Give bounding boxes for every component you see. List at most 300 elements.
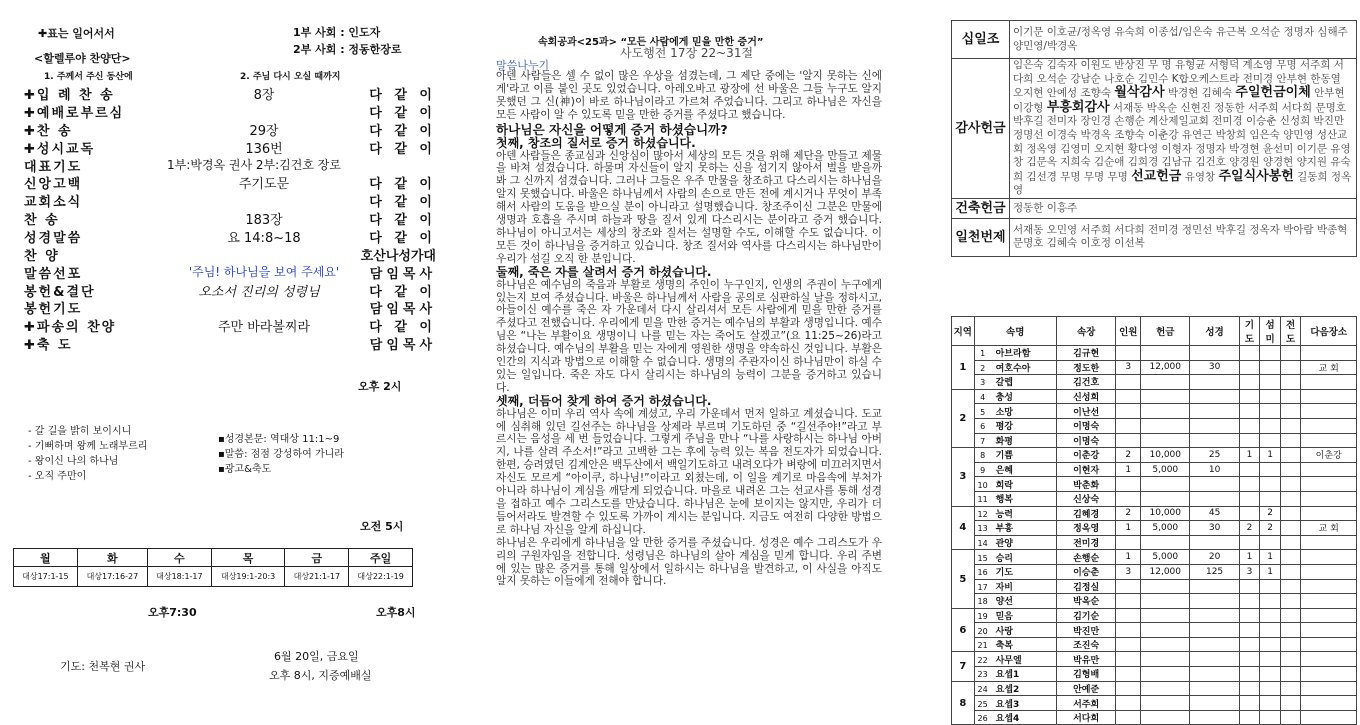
region-number: 3 <box>952 448 975 506</box>
order-item-leader: 담임목사 <box>369 338 436 353</box>
cell-p <box>1116 491 1141 506</box>
cell-row <box>952 506 1357 521</box>
order-item-name: ✚찬 송 <box>24 124 73 139</box>
cell-next <box>1301 564 1357 579</box>
cell-s: 2 <box>1260 506 1281 521</box>
cell-p <box>1116 375 1141 390</box>
cell-m <box>1141 594 1190 609</box>
cell-s <box>1260 360 1281 375</box>
cell-leader: 박유만 <box>1056 652 1116 667</box>
cell-pr <box>1239 375 1260 390</box>
order-item-detail: 1부:박경옥 권사 2부:김건호 장로 <box>167 158 341 172</box>
cell-number: 15 <box>977 553 988 563</box>
week-reading: 대상18:1-17 <box>148 567 212 587</box>
order-item-detail: '주님! 하나님을 보여 주세요' <box>188 265 340 279</box>
cell-leader: 서다희 <box>1056 710 1116 725</box>
cell-s: 1 <box>1260 564 1281 579</box>
cell-m: 10,000 <box>1141 448 1190 463</box>
cell-name: 요셉4 <box>995 714 1020 725</box>
week-day: 수 <box>148 549 212 567</box>
cell-name-cell <box>974 448 1056 463</box>
cell-number: 23 <box>977 670 988 680</box>
cell-s <box>1260 418 1281 433</box>
order-item-name: ✚파송의 찬양 <box>24 320 117 335</box>
cell-column-header: 인원 <box>1116 317 1141 346</box>
cell-pr: 1 <box>1239 550 1260 565</box>
cell-name-cell <box>974 346 1056 361</box>
cell-pr: 3 <box>1239 564 1260 579</box>
cell-pr <box>1239 608 1260 623</box>
lesson-column <box>492 0 884 713</box>
cell-b <box>1190 491 1239 506</box>
cell-row <box>952 404 1357 419</box>
cell-name: 믿음 <box>995 611 1013 622</box>
cell-name-cell <box>974 535 1056 550</box>
order-item-leader: 다 같 이 <box>369 285 436 300</box>
cell-pr <box>1239 477 1260 492</box>
cell-next <box>1301 535 1357 550</box>
cell-next <box>1301 594 1357 609</box>
cell-column-header: 지역 <box>952 317 975 346</box>
cell-m <box>1141 418 1190 433</box>
offering-names: 임은숙 김숙자 이원도 반상진 무 명 유형균 서형덕 계소영 무명 서주희 서다희 오석순 강남순 나호순 김민수 K합오케스트라 전미경 안부현 한동열 오지현 안예성 조향숙 월삭감사 박경현 김혜숙 주일헌금이체 안부현 이강형 부흥회감사 서재동 박옥순 신현진 정동한 서주희 서다희 문명호 박후길 전미자 장인경 손행순 계산제일교회 전미경 이승춘 신성희 박진만 정명선 이경숙 박경옥 조향숙 이춘강 유연근 박창희 임은숙 양민영 성산교회 정옥영 김영미 오지현 황다영 이형자 정명자 박경현 윤선미 이기문 유영창 김문옥 지희숙 김순애 김희경 김남규 김건호 양경원 양경현 양지원 유숙희 김선경 무명 무명 무명 선교헌금 유영창 주일식사봉헌 길동희 정옥영 <box>1010 59 1357 199</box>
cell-row <box>952 594 1357 609</box>
cell-name: 행복 <box>995 495 1013 506</box>
cell-name-cell <box>974 462 1056 477</box>
order-item-detail: 8장 <box>253 88 275 103</box>
cell-m <box>1141 696 1190 711</box>
order-item-leader: 담임목사 <box>369 302 436 317</box>
offering-label: 일천번제 <box>952 218 1010 256</box>
cell-b: 30 <box>1190 360 1239 375</box>
order-row <box>24 173 436 191</box>
cell-s <box>1260 462 1281 477</box>
cell-leader: 김혜경 <box>1056 506 1116 521</box>
cell-next <box>1301 696 1357 711</box>
cell-s <box>1260 667 1281 682</box>
cell-p: 3 <box>1116 360 1141 375</box>
choir-title: <할렐루야 찬양단> <box>34 52 131 65</box>
leader-first-service: 1부 사회 : 인도자 <box>293 26 381 39</box>
cell-s <box>1260 535 1281 550</box>
offering-label: 십일조 <box>952 21 1010 59</box>
cell-name-cell <box>974 637 1056 652</box>
cell-name-cell <box>974 375 1056 390</box>
cell-next <box>1301 608 1357 623</box>
cell-e <box>1280 448 1301 463</box>
cell-p <box>1116 594 1141 609</box>
cell-row <box>952 521 1357 536</box>
cell-name: 은혜 <box>995 466 1013 477</box>
afternoon-item: ▪말씀: 점점 강성하여 가니라 <box>218 449 344 460</box>
offering-names: 이기문 이호균/정옥영 유숙희 이종섭/임은숙 유근복 오석순 정명자 심해주 양민영/박경옥 <box>1010 21 1357 59</box>
cell-next <box>1301 506 1357 521</box>
region-number: 4 <box>952 506 975 550</box>
cell-pr <box>1239 506 1260 521</box>
cell-m: 5,000 <box>1141 462 1190 477</box>
cell-s: 1 <box>1260 550 1281 565</box>
cell-p <box>1116 346 1141 361</box>
cell-m <box>1141 535 1190 550</box>
cell-number: 20 <box>977 626 988 636</box>
cell-p <box>1116 418 1141 433</box>
cell-name-cell <box>974 579 1056 594</box>
lesson-paragraph: 하나님은 예수님의 죽음과 부활로 생명의 주인이 누구인지, 인생의 주권이 누구에게 있는지 보여 주셨습니다. 바울은 하나님께서 사람을 공의로 심판하실 날을 정하시고, 아들이신 예수를 죽은 자 가운데서 다시 살리셔서 모든 사람에게 믿을 만한 증거를 주셨다고 전했습니다. 우리에게 믿을 만한 증거는 예수님의 부활과 생명입니다. 예수님은 “나는 부활이요 생명이니 나를 믿는 자는 죽어도 살겠고”(요 11:25~26)라고 하셨습니다. 예수님의 부활을 믿는 자에게 영원한 생명을 약속하신 것입니다. 부활은 인간의 지식과 방법으로 이해할 수 없습니다. 생명의 주관자이신 하나님만이 하실 수 있는 일입니다. 죽은 자도 다시 살리시는 하나님의 능력이 그분을 증거하고 있습니다. <box>496 278 882 394</box>
cell-next <box>1301 550 1357 565</box>
week-day: 월 <box>14 549 78 567</box>
cell-leader: 박진만 <box>1056 623 1116 638</box>
offering-row <box>952 59 1357 199</box>
evening-time: 오후7:30 <box>148 606 197 619</box>
cell-e <box>1280 418 1301 433</box>
week-reading: 대상21:1-17 <box>285 567 349 587</box>
night-time: 오후8시 <box>376 606 416 619</box>
cell-name: 관양 <box>995 539 1013 550</box>
cell-name-cell <box>974 652 1056 667</box>
cell-e <box>1280 360 1301 375</box>
cell-p: 2 <box>1116 506 1141 521</box>
cell-p: 1 <box>1116 462 1141 477</box>
cell-column-header: 전도 <box>1280 317 1301 346</box>
cell-row <box>952 477 1357 492</box>
cell-next <box>1301 404 1357 419</box>
cell-leader: 박춘화 <box>1056 477 1116 492</box>
cell-next <box>1301 623 1357 638</box>
cell-p <box>1116 637 1141 652</box>
cell-number: 4 <box>980 393 986 403</box>
cell-p <box>1116 535 1141 550</box>
cell-group-table <box>951 316 1357 725</box>
cell-pr <box>1239 667 1260 682</box>
cell-name-cell <box>974 681 1056 696</box>
cell-e <box>1280 477 1301 492</box>
cell-name: 자비 <box>995 582 1013 593</box>
order-row <box>24 156 436 174</box>
cell-number: 8 <box>980 451 986 461</box>
cell-e <box>1280 389 1301 404</box>
cell-next: 이춘강 <box>1301 448 1357 463</box>
cell-s <box>1260 637 1281 652</box>
cell-column-header: 섬미 <box>1260 317 1281 346</box>
cell-pr <box>1239 681 1260 696</box>
order-item-name: 성경말씀 <box>24 231 83 246</box>
offering-label: 감사헌금 <box>952 59 1010 199</box>
cell-m: 10,000 <box>1141 506 1190 521</box>
cell-pr <box>1239 462 1260 477</box>
cell-pr <box>1239 594 1260 609</box>
order-item-leader: 다 같 이 <box>369 320 436 335</box>
cell-m <box>1141 637 1190 652</box>
cell-next <box>1301 579 1357 594</box>
order-item-leader: 다 같 이 <box>369 213 436 228</box>
song-line: - 갈 길을 밝히 보이시니 <box>28 426 132 437</box>
cell-number: 11 <box>977 495 988 505</box>
cell-m <box>1141 608 1190 623</box>
cell-next <box>1301 462 1357 477</box>
cell-row <box>952 389 1357 404</box>
cell-name: 부흥 <box>995 524 1013 535</box>
week-reading: 대상17:1-15 <box>14 567 78 587</box>
cell-leader: 김기순 <box>1056 608 1116 623</box>
order-item-leader: 다 같 이 <box>369 124 436 139</box>
cell-m <box>1141 652 1190 667</box>
order-item-name: ✚예배로부르심 <box>24 106 125 121</box>
offering-row <box>952 21 1357 59</box>
order-row <box>24 191 436 209</box>
cell-row <box>952 360 1357 375</box>
offering-row <box>952 218 1357 256</box>
cell-next <box>1301 652 1357 667</box>
cell-name-cell <box>974 404 1056 419</box>
cell-pr <box>1239 389 1260 404</box>
cell-name: 사랑 <box>995 626 1013 637</box>
region-number: 6 <box>952 608 975 652</box>
cell-s <box>1260 608 1281 623</box>
cell-p <box>1116 579 1141 594</box>
cell-row <box>952 696 1357 711</box>
cell-name-cell <box>974 360 1056 375</box>
cell-name: 여호수아 <box>995 363 1031 374</box>
cell-pr <box>1239 579 1260 594</box>
region-number: 2 <box>952 389 975 447</box>
cell-row <box>952 418 1357 433</box>
cell-name: 화평 <box>995 436 1013 447</box>
cell-p <box>1116 477 1141 492</box>
week-day: 주일 <box>349 549 413 567</box>
cell-m <box>1141 623 1190 638</box>
cell-b <box>1190 608 1239 623</box>
cell-p: 2 <box>1116 448 1141 463</box>
cell-m <box>1141 477 1190 492</box>
cell-b <box>1190 579 1239 594</box>
cell-next <box>1301 346 1357 361</box>
cell-e <box>1280 667 1301 682</box>
cell-number: 7 <box>980 436 986 446</box>
cell-p <box>1116 404 1141 419</box>
cell-e <box>1280 433 1301 448</box>
cell-leader: 신성희 <box>1056 389 1116 404</box>
cell-pr <box>1239 637 1260 652</box>
cell-leader: 전미경 <box>1056 535 1116 550</box>
lesson-title: 속회공과<25과> “모든 사람에게 믿을 만한 증거” <box>538 37 764 48</box>
order-item-leader: 다 같 이 <box>369 106 436 121</box>
cell-b <box>1190 637 1239 652</box>
cell-row <box>952 564 1357 579</box>
week-reading: 대상19:1-20:3 <box>211 567 285 587</box>
cell-column-header: 기도 <box>1239 317 1260 346</box>
order-row <box>24 281 436 299</box>
cell-number: 5 <box>980 407 986 417</box>
offering-names: 서재동 오민영 서주희 서다희 전미경 정민선 박후길 정옥자 박아람 박종혁 문명호 김혜숙 이호정 이선복 <box>1010 218 1357 256</box>
order-item-name: ✚축 도 <box>24 338 73 353</box>
order-item-detail: 29장 <box>249 124 279 139</box>
cell-leader: 이승춘 <box>1056 564 1116 579</box>
cell-row <box>952 681 1357 696</box>
weekly-reading-table <box>13 548 413 587</box>
cell-column-header: 헌금 <box>1141 317 1190 346</box>
cell-s <box>1260 579 1281 594</box>
cell-number: 24 <box>977 684 988 694</box>
choir-song-1: 1. 주께서 주신 동산에 <box>44 72 133 82</box>
order-item-name: 신앙고백 <box>24 177 83 192</box>
order-item-name: 봉헌&결단 <box>24 285 96 300</box>
cell-number: 10 <box>977 480 988 490</box>
cell-b: 125 <box>1190 564 1239 579</box>
cell-name: 요셉1 <box>995 670 1020 681</box>
cell-name-cell <box>974 433 1056 448</box>
cell-next <box>1301 477 1357 492</box>
cell-leader: 김정실 <box>1056 579 1116 594</box>
cell-leader: 이난선 <box>1056 404 1116 419</box>
lesson-scripture: 사도행전 17장 22~31절 <box>620 46 754 60</box>
cell-p <box>1116 652 1141 667</box>
choir-song-2: 2. 주님 다시 오실 때까지 <box>240 72 341 82</box>
cell-next: 교 회 <box>1301 360 1357 375</box>
lesson-heading-3: 셋째, 더듬어 찾게 하여 증거 하셨습니다. <box>496 393 712 408</box>
cell-row <box>952 535 1357 550</box>
cell-e <box>1280 550 1301 565</box>
cell-pr <box>1239 360 1260 375</box>
cell-p <box>1116 667 1141 682</box>
cell-row <box>952 608 1357 623</box>
cell-next <box>1301 491 1357 506</box>
cell-number: 18 <box>977 597 988 607</box>
cell-m <box>1141 389 1190 404</box>
cell-pr: 1 <box>1239 448 1260 463</box>
friday-time: 오후 8시, 지증예배실 <box>269 669 372 682</box>
cell-b <box>1190 594 1239 609</box>
cell-m <box>1141 346 1190 361</box>
cell-s <box>1260 346 1281 361</box>
cell-name-cell <box>974 389 1056 404</box>
cell-column-header: 다음장소 <box>1301 317 1357 346</box>
week-reading: 대상17:16-27 <box>77 567 147 587</box>
cell-name-cell <box>974 477 1056 492</box>
cell-leader: 신상숙 <box>1056 491 1116 506</box>
cell-s <box>1260 594 1281 609</box>
cell-row <box>952 491 1357 506</box>
order-item-detail: 요 14:8~18 <box>227 231 301 246</box>
cell-m <box>1141 375 1190 390</box>
order-row <box>24 102 436 120</box>
order-item-leader: 담임목사 <box>369 267 436 282</box>
order-item-detail: 136번 <box>245 142 283 157</box>
cell-s <box>1260 696 1281 711</box>
cell-row <box>952 346 1357 361</box>
cell-name: 기쁨 <box>995 451 1013 462</box>
cell-b: 25 <box>1190 448 1239 463</box>
order-item-leader: 다 같 이 <box>369 195 436 210</box>
cell-name: 능력 <box>995 509 1013 520</box>
cell-pr: 2 <box>1239 521 1260 536</box>
cell-e <box>1280 535 1301 550</box>
friday-date: 6월 20일, 금요일 <box>274 650 359 663</box>
stand-note: ✚표는 일어서서 <box>38 27 115 40</box>
cell-number: 16 <box>977 568 988 578</box>
cell-b <box>1190 389 1239 404</box>
cell-next <box>1301 637 1357 652</box>
order-item-detail: 주기도문 <box>238 177 290 192</box>
order-row <box>24 334 436 352</box>
cell-e <box>1280 637 1301 652</box>
cell-row <box>952 550 1357 565</box>
order-item-leader: 호산나성가대 <box>360 249 436 264</box>
order-item-name: 봉헌기도 <box>24 302 83 317</box>
cell-leader: 이춘강 <box>1056 448 1116 463</box>
offering-names: 정동한 이흥주 <box>1010 198 1357 218</box>
order-item-name: 찬 양 <box>24 249 60 264</box>
cell-pr <box>1239 623 1260 638</box>
cell-name: 소망 <box>995 407 1013 418</box>
cell-name-cell <box>974 608 1056 623</box>
order-item-name: ✚성시교독 <box>24 142 96 157</box>
offering-column <box>946 0 1360 725</box>
cell-row <box>952 375 1357 390</box>
cell-m <box>1141 579 1190 594</box>
order-item-leader: 다 같 이 <box>369 231 436 246</box>
lesson-heading-1: 첫째, 창조의 질서로 증거 하셨습니다. <box>496 135 696 150</box>
cell-p <box>1116 696 1141 711</box>
cell-e <box>1280 579 1301 594</box>
cell-name: 사무엘 <box>995 655 1022 666</box>
cell-leader: 정옥영 <box>1056 521 1116 536</box>
region-number: 8 <box>952 681 975 725</box>
order-item-detail: 주만 바라볼찌라 <box>217 320 311 335</box>
cell-pr <box>1239 491 1260 506</box>
cell-m: 12,000 <box>1141 360 1190 375</box>
cell-e <box>1280 652 1301 667</box>
cell-b <box>1190 375 1239 390</box>
cell-pr <box>1239 433 1260 448</box>
cell-row <box>952 462 1357 477</box>
cell-e <box>1280 696 1301 711</box>
cell-number: 13 <box>977 524 988 534</box>
cell-name-cell <box>974 418 1056 433</box>
afternoon-item: ▪성경본문: 역대상 11:1~9 <box>218 434 340 445</box>
order-row <box>24 245 436 263</box>
cell-number: 1 <box>980 349 986 359</box>
cell-leader: 박옥순 <box>1056 594 1116 609</box>
cell-s <box>1260 375 1281 390</box>
cell-p <box>1116 433 1141 448</box>
cell-e <box>1280 375 1301 390</box>
cell-b <box>1190 681 1239 696</box>
cell-p <box>1116 681 1141 696</box>
lesson-paragraph: 아덴 사람들은 종교심과 신앙심이 많아서 세상의 모든 것을 위해 제단을 만들고 제물을 바쳐 섬겼습니다. 하물며 자신들이 알지 못하는 신을 섬기지 않아서 벌을 받을까 봐 그 신까지 섬겼습니다. 그러나 그들은 우주 만물을 창조하고 다스리시는 하나님을 알지 못했습니다. 바울은 하나님께서 사람의 손으로 만든 전에 계시거나 무엇이 부족해서 사람의 도움을 받으실 분이 아니라고 설명했습니다. 창조주이신 그분은 만물에 생명과 호흡을 주시며 하늘과 땅을 질서 있게 다스리시는 분이라고 증거 했습니다. 하나님이 아니고서는 세상의 창조와 질서는 설명할 수도, 이해할 수도 없습니다. 이 모든 것이 하나님을 증거하고 있습니다. 창조 질서와 역사를 다스리시는 하나님만이 우리가 섬길 오직 한 분입니다. <box>496 149 882 265</box>
section-label: 말씀나누기 <box>496 59 550 72</box>
cell-number: 6 <box>980 422 986 432</box>
offering-table <box>951 20 1357 257</box>
afternoon-time: 오후 2시 <box>358 380 402 393</box>
region-number: 5 <box>952 550 975 608</box>
cell-name-cell <box>974 623 1056 638</box>
cell-e <box>1280 521 1301 536</box>
cell-name-cell <box>974 506 1056 521</box>
cell-m <box>1141 667 1190 682</box>
cell-e <box>1280 404 1301 419</box>
cell-leader: 이현자 <box>1056 462 1116 477</box>
cell-e <box>1280 491 1301 506</box>
cell-b <box>1190 346 1239 361</box>
cell-name: 요셉3 <box>995 699 1020 710</box>
cell-leader: 손행순 <box>1056 550 1116 565</box>
order-item-name: 말씀선포 <box>24 267 83 282</box>
cell-number: 3 <box>980 378 986 388</box>
cell-leader: 김규현 <box>1056 346 1116 361</box>
cell-name-cell <box>974 550 1056 565</box>
order-item-detail: 183장 <box>245 213 283 228</box>
week-day: 금 <box>285 549 349 567</box>
